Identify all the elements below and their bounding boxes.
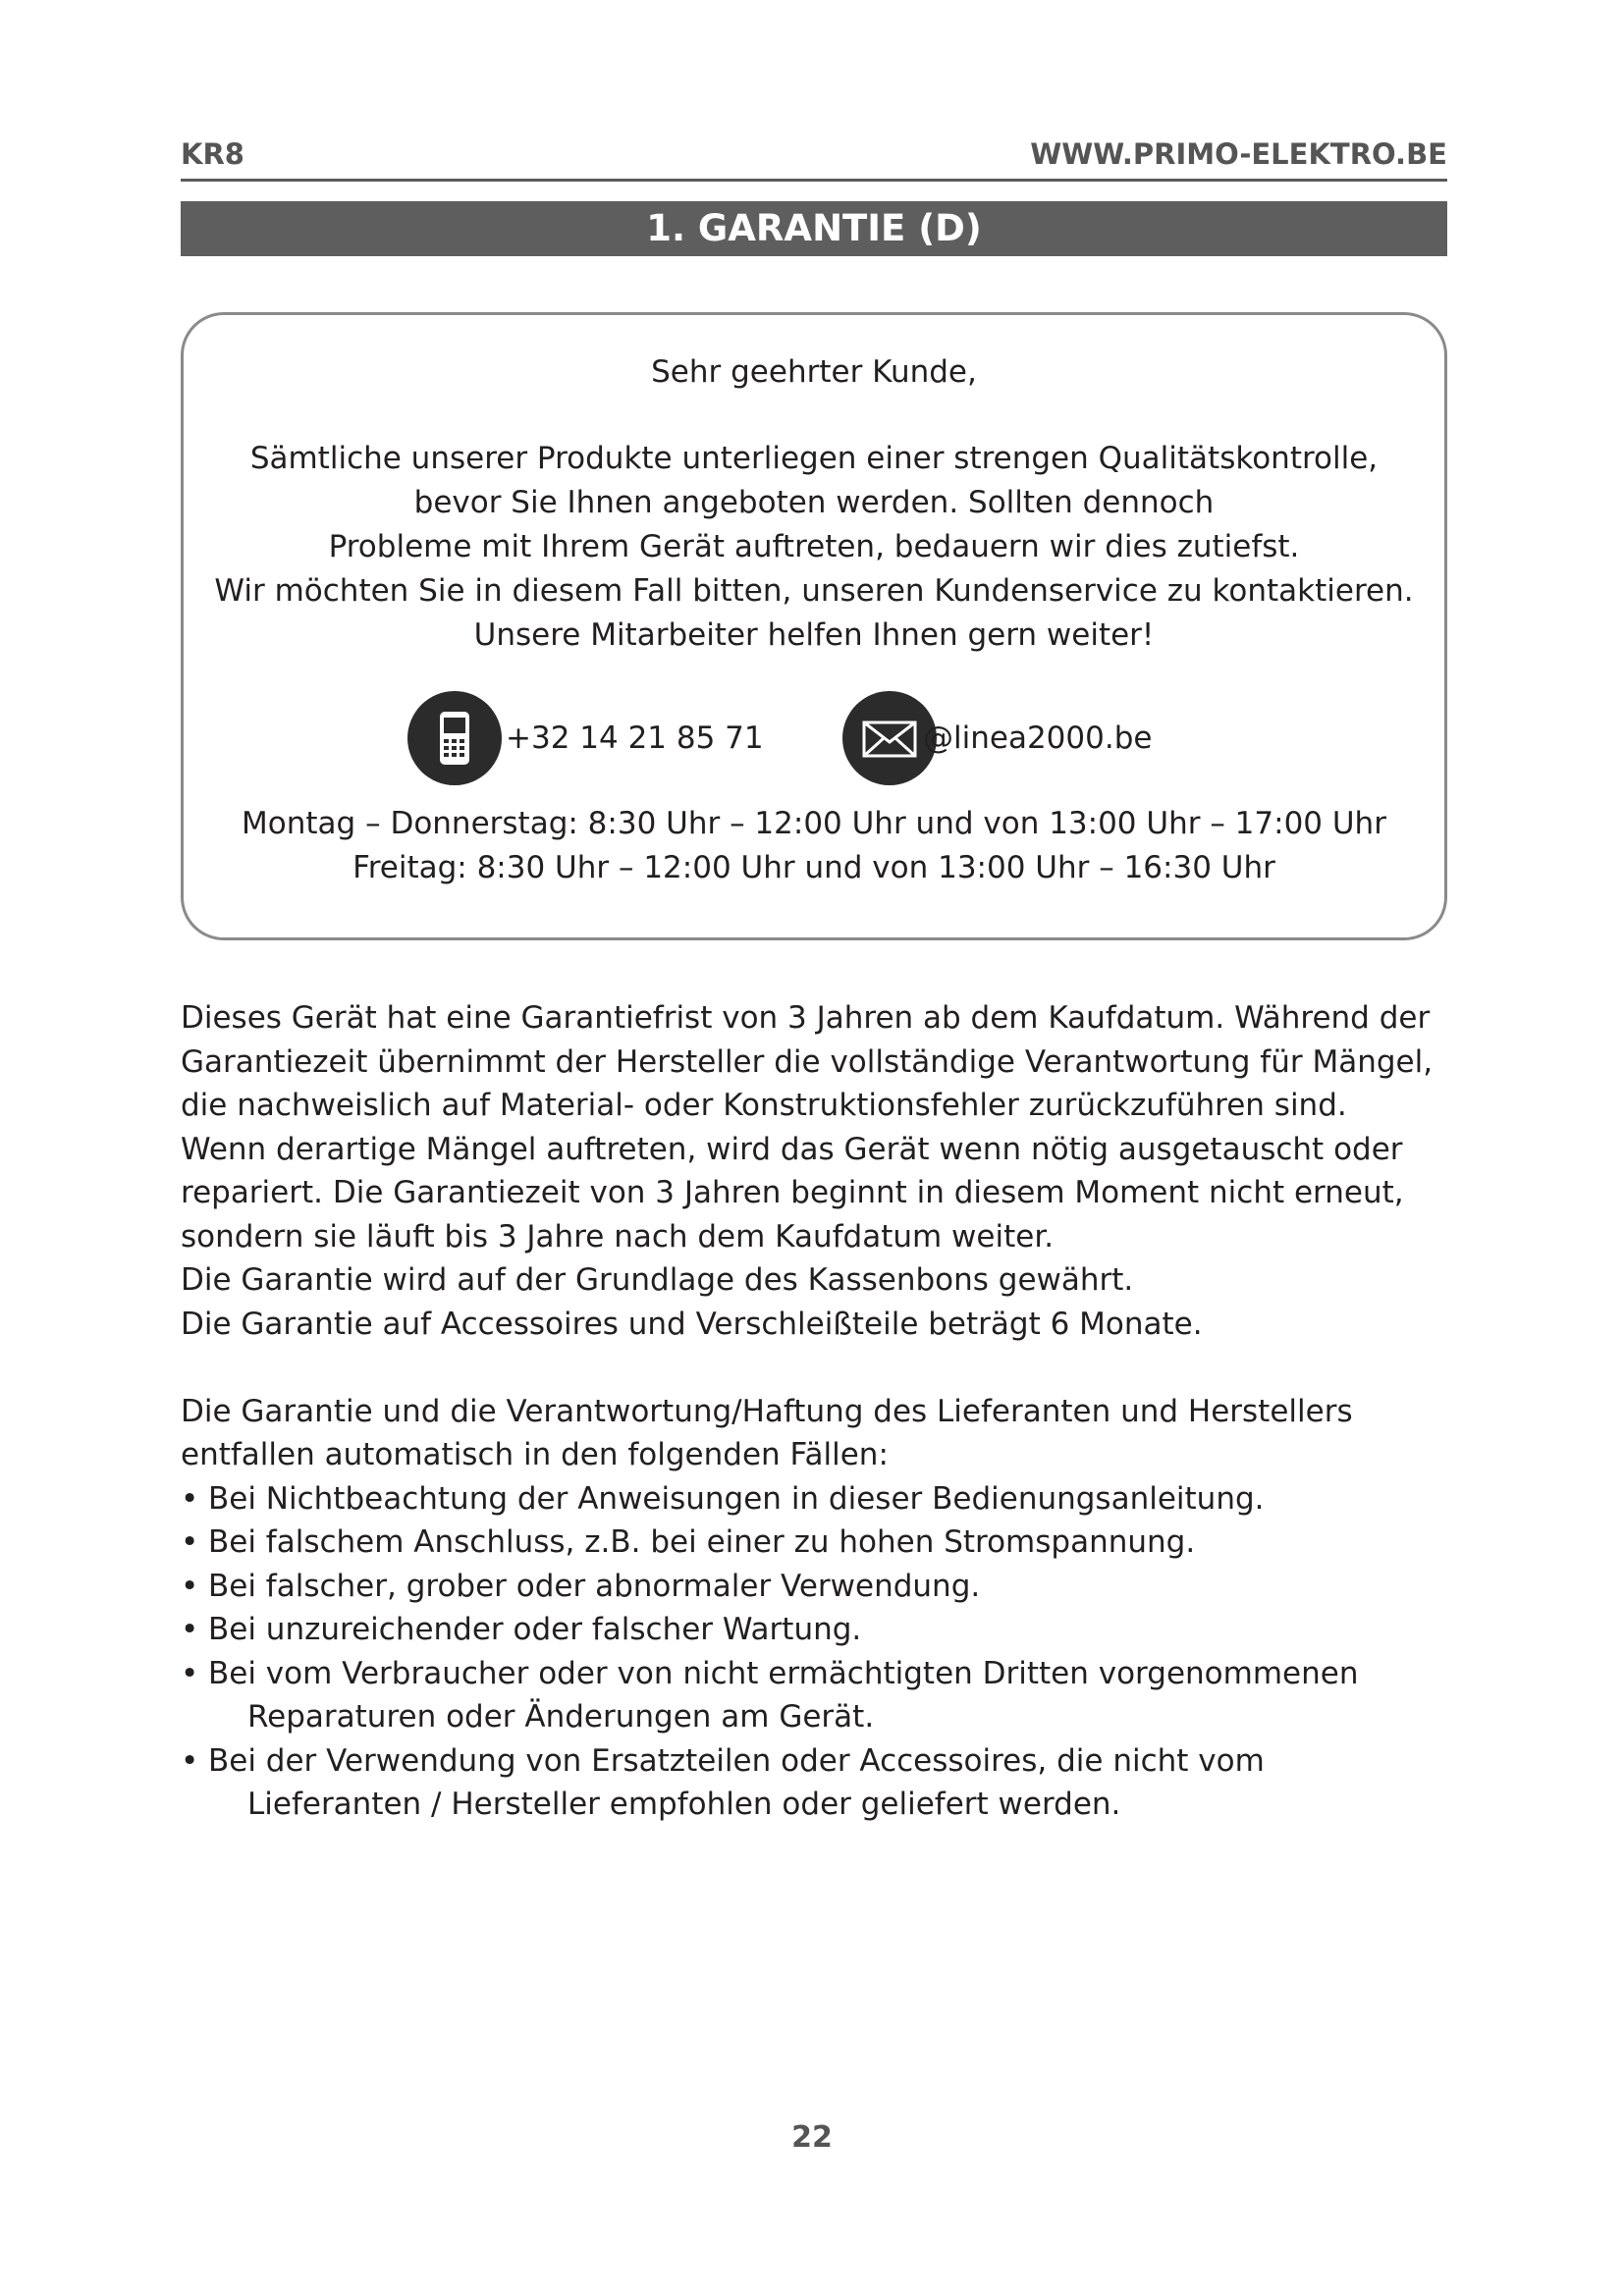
list-item-text: Bei falschem Anschluss, z.B. bei einer zu hohen Stromspannung. [208, 1524, 1196, 1560]
intro-line: Probleme mit Ihrem Gerät auftreten, bedauern wir dies zutiefst. [328, 529, 1300, 564]
customer-service-box [181, 312, 1447, 940]
website-label: WWW.PRIMO-ELEKTRO.BE [1030, 137, 1447, 171]
exclusions-intro [181, 1390, 1457, 1477]
bullet-icon: • [181, 1612, 199, 1647]
list-item-text: Bei falscher, grober oder abnormaler Verwendung. [208, 1568, 981, 1604]
warranty-paragraph [181, 996, 1457, 1346]
phone-icon [407, 691, 502, 785]
paragraph-line: sondern sie läuft bis 3 Jahre nach dem Kaufdatum weiter. [181, 1218, 1055, 1255]
greeting: Sehr geehrter Kunde, [651, 354, 977, 390]
paragraph-line: Die Garantie wird auf der Grundlage des Kassenbons gewährt. [181, 1262, 1134, 1298]
paragraph-line: Garantiezeit übernimmt der Hersteller die vollständige Verantwortung für Mängel, [181, 1043, 1434, 1080]
list-item [181, 1608, 1457, 1652]
exclusions-list [181, 1477, 1457, 1827]
bullet-icon: • [181, 1524, 199, 1560]
paragraph-line: die nachweislich auf Material- oder Konstruktionsfehler zurückzuführen sind. [181, 1088, 1347, 1123]
paragraph-line: repariert. Die Garantiezeit von 3 Jahren beginnt in diesem Moment nicht erneut, [181, 1175, 1404, 1210]
bullet-icon: • [181, 1655, 199, 1691]
paragraph-line: Wenn derartige Mängel auftreten, wird das Gerät wenn nötig ausgetauscht oder [181, 1131, 1403, 1167]
list-item [181, 1652, 1457, 1739]
list-item-text: Bei Nichtbeachtung der Anweisungen in dieser Bedienungsanleitung. [208, 1480, 1265, 1517]
hours-line: Montag – Donnerstag: 8:30 Uhr – 12:00 Uhr und von 13:00 Uhr – 17:00 Uhr [242, 806, 1386, 841]
list-item-text: Bei vom Verbraucher oder von nicht ermächtigten Dritten vorgenommenen [208, 1655, 1359, 1691]
opening-hours [184, 802, 1444, 890]
bullet-icon: • [181, 1742, 199, 1779]
bullet-icon: • [181, 1480, 199, 1517]
intro-line: bevor Sie Ihnen angeboten werden. Sollten dennoch [413, 485, 1215, 520]
page-header [181, 135, 1447, 182]
bullet-icon: • [181, 1568, 199, 1604]
paragraph-line: Die Garantie auf Accessoires und Verschleißteile beträgt 6 Monate. [181, 1306, 1203, 1342]
hours-line: Freitag: 8:30 Uhr – 12:00 Uhr und von 13:00 Uhr – 16:30 Uhr [352, 850, 1275, 885]
list-item [181, 1565, 1457, 1609]
list-item-text: Bei der Verwendung von Ersatzteilen oder Accessoires, die nicht vom [208, 1742, 1265, 1779]
list-item-continuation: Reparaturen oder Änderungen am Gerät. [247, 1699, 875, 1735]
list-item [181, 1521, 1457, 1565]
intro-line: Unsere Mitarbeiter helfen Ihnen gern weiter! [473, 617, 1155, 653]
email-address: @linea2000.be [923, 721, 1153, 756]
paragraph-line: entfallen automatisch in den folgenden Fällen: [181, 1437, 889, 1472]
intro-text [184, 437, 1444, 658]
page-number: 22 [791, 2120, 833, 2155]
list-item [181, 1739, 1457, 1827]
list-item-text: Bei unzureichender oder falscher Wartung. [208, 1612, 862, 1647]
intro-line: Wir möchten Sie in diesem Fall bitten, unseren Kundenservice zu kontaktieren. [214, 573, 1414, 609]
warranty-text [181, 996, 1457, 1827]
paragraph-line: Dieses Gerät hat eine Garantiefrist von 3 Jahren ab dem Kaufdatum. Während der [181, 1000, 1431, 1036]
model-label: KR8 [181, 137, 244, 171]
contact-row [184, 691, 1444, 785]
section-title: 1. GARANTIE (D) [181, 201, 1447, 256]
list-item-continuation: Lieferanten / Hersteller empfohlen oder geliefert werden. [247, 1787, 1121, 1822]
phone-number: +32 14 21 85 71 [506, 721, 764, 756]
paragraph-line: Die Garantie und die Verantwortung/Haftung des Lieferanten und Herstellers [181, 1393, 1353, 1429]
list-item [181, 1477, 1457, 1522]
intro-line: Sämtliche unserer Produkte unterliegen einer strengen Qualitätskontrolle, [249, 441, 1379, 476]
